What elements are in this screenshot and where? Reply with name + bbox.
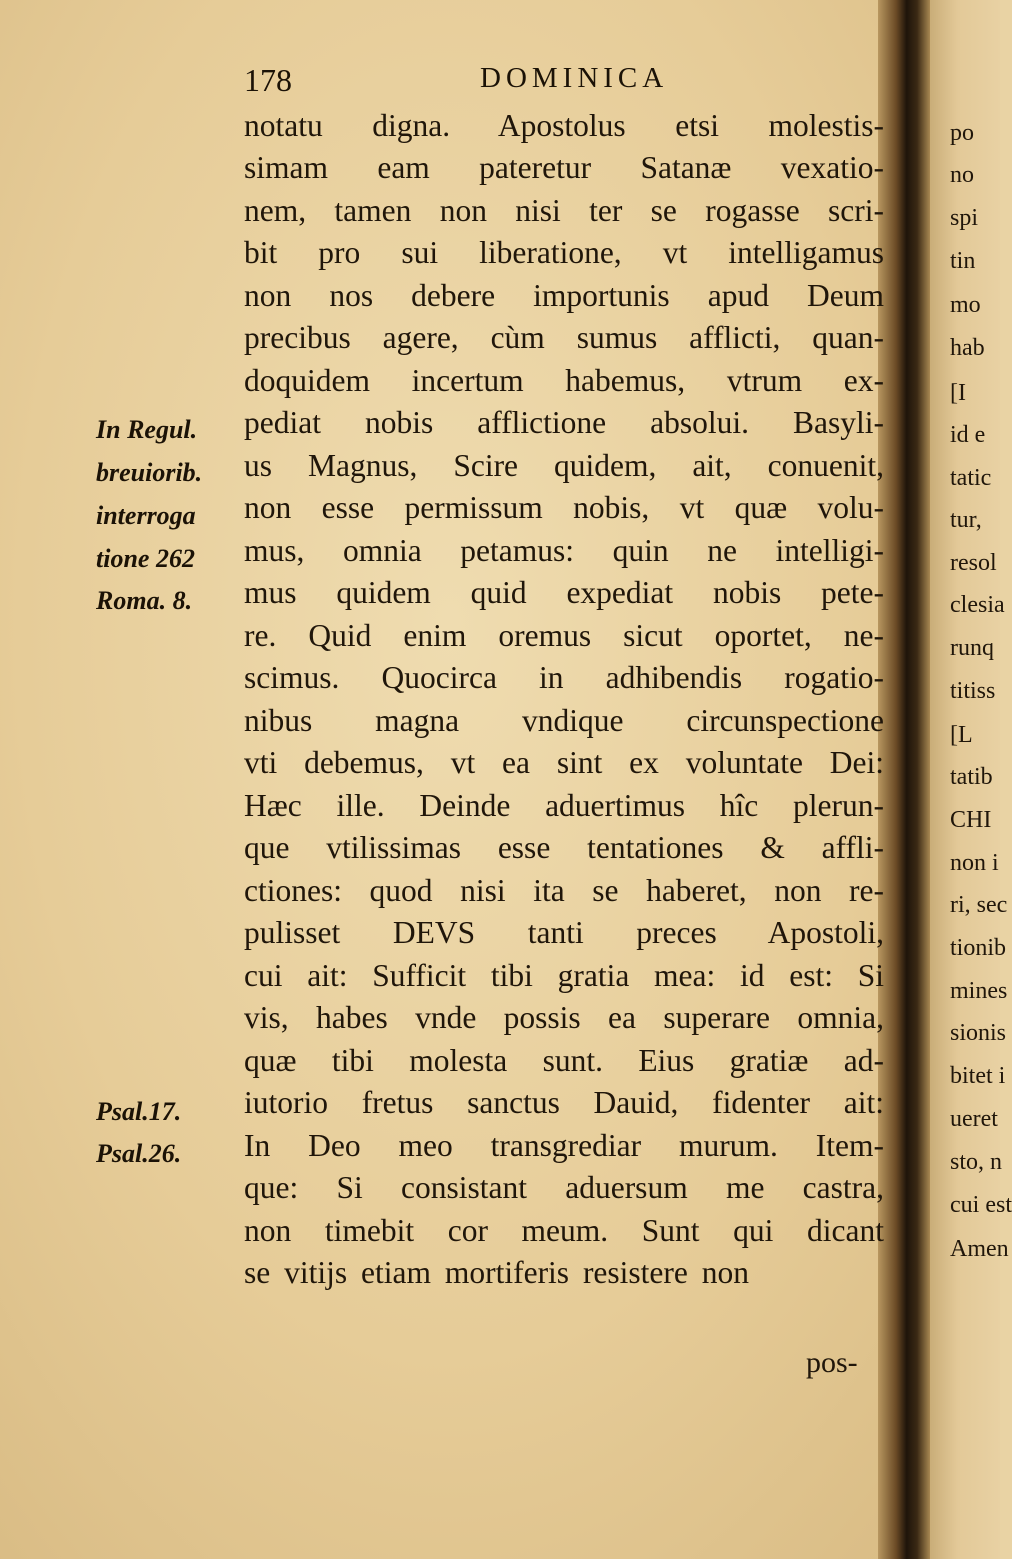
- body-line: se vitijs etiam mortiferis resistere non: [244, 1255, 750, 1290]
- body-line: Hæc ille. Deinde aduertimus hîc plerun-: [244, 788, 884, 823]
- facing-line: po: [950, 120, 974, 146]
- body-line: mus quidem quid expediat nobis pete-: [244, 575, 884, 610]
- margin-note-regul: In Regul.: [96, 415, 198, 444]
- body-line: non esse permissum nobis, vt quæ volu-: [244, 490, 884, 525]
- facing-line: tin: [950, 248, 976, 274]
- facing-line: spi: [950, 205, 979, 231]
- facing-line: bitet i: [950, 1063, 1006, 1089]
- facing-line: ueret: [950, 1106, 998, 1132]
- margin-note-interroga: interroga: [96, 501, 196, 530]
- body-line: que: Si consistant aduersum me castra,: [244, 1170, 884, 1205]
- body-line: precibus agere, cùm sumus afflicti, quan-: [244, 320, 884, 355]
- facing-line: resol: [950, 550, 997, 576]
- running-head: DOMINICA: [480, 62, 669, 94]
- body-line: que vtilissimas esse tentationes & affli-: [244, 830, 884, 865]
- book-gutter: [878, 0, 930, 1559]
- facing-line: mines: [950, 978, 1008, 1004]
- body-line: non nos debere importunis apud Deum: [244, 278, 884, 313]
- facing-line: tatib: [950, 764, 993, 790]
- body-line: nem, tamen non nisi ter se rogasse scri-: [244, 193, 884, 228]
- facing-line: non i: [950, 850, 999, 876]
- body-line: us Magnus, Scire quidem, ait, conuenit,: [244, 448, 884, 483]
- facing-line: Amen: [950, 1236, 1009, 1262]
- margin-note-tione: tione 262: [96, 544, 195, 573]
- facing-line: hab: [950, 335, 985, 361]
- facing-line: tur,: [950, 507, 982, 533]
- facing-line: sionis: [950, 1020, 1007, 1046]
- margin-note-breuiorib: breuiorib.: [96, 458, 203, 487]
- facing-line: no: [950, 162, 974, 188]
- body-line: scimus. Quocirca in adhibendis rogatio-: [244, 660, 884, 695]
- facing-line: [I: [950, 380, 966, 406]
- body-line: re. Quid enim oremus sicut oportet, ne-: [244, 618, 884, 653]
- body-line: ctiones: quod nisi ita se haberet, non re-: [244, 873, 884, 908]
- body-line: notatu digna. Apostolus etsi molestis-: [244, 108, 884, 143]
- facing-line: [L: [950, 722, 973, 748]
- body-line: simam eam pateretur Satanæ vexatio-: [244, 150, 884, 185]
- body-line: pulisset DEVS tanti preces Apostoli,: [244, 915, 884, 950]
- body-line: vti debemus, vt ea sint ex voluntate Dei:: [244, 745, 884, 780]
- body-line: nibus magna vndique circunspectione: [244, 703, 884, 738]
- body-line: quæ tibi molesta sunt. Eius gratiæ ad-: [244, 1043, 884, 1078]
- margin-note-psal17: Psal.17.: [96, 1097, 182, 1126]
- facing-line: mo: [950, 292, 981, 318]
- catchword: pos-: [806, 1346, 858, 1379]
- facing-line: CHI: [950, 807, 992, 833]
- facing-line: cui est: [950, 1192, 1012, 1218]
- facing-line: id e: [950, 422, 986, 448]
- facing-line: runq: [950, 635, 994, 661]
- facing-line: tionib: [950, 935, 1007, 961]
- body-line: non timebit cor meum. Sunt qui dicant: [244, 1213, 884, 1248]
- body-line: In Deo meo transgrediar murum. Item-: [244, 1128, 884, 1163]
- page-number: 178: [244, 62, 292, 98]
- facing-line: sto, n: [950, 1149, 1003, 1175]
- margin-note-roma: Roma. 8.: [96, 586, 193, 615]
- body-line: mus, omnia petamus: quin ne intelligi-: [244, 533, 884, 568]
- body-line: cui ait: Sufficit tibi gratia mea: id est: Si: [244, 958, 884, 993]
- body-line: doquidem incertum habemus, vtrum ex-: [244, 363, 884, 398]
- facing-line: ri, sec: [950, 892, 1008, 918]
- body-line: bit pro sui liberatione, vt intelligamus: [244, 235, 884, 270]
- margin-note-psal26: Psal.26.: [96, 1139, 182, 1168]
- facing-line: tatic: [950, 465, 992, 491]
- facing-line: clesia: [950, 592, 1005, 618]
- body-line: vis, habes vnde possis ea superare omnia,: [244, 1000, 884, 1035]
- facing-line: titiss: [950, 678, 996, 704]
- body-line: iutorio fretus sanctus Dauid, fidenter ait:: [244, 1085, 884, 1120]
- body-line: pediat nobis afflictione absolui. Basyli-: [244, 405, 884, 440]
